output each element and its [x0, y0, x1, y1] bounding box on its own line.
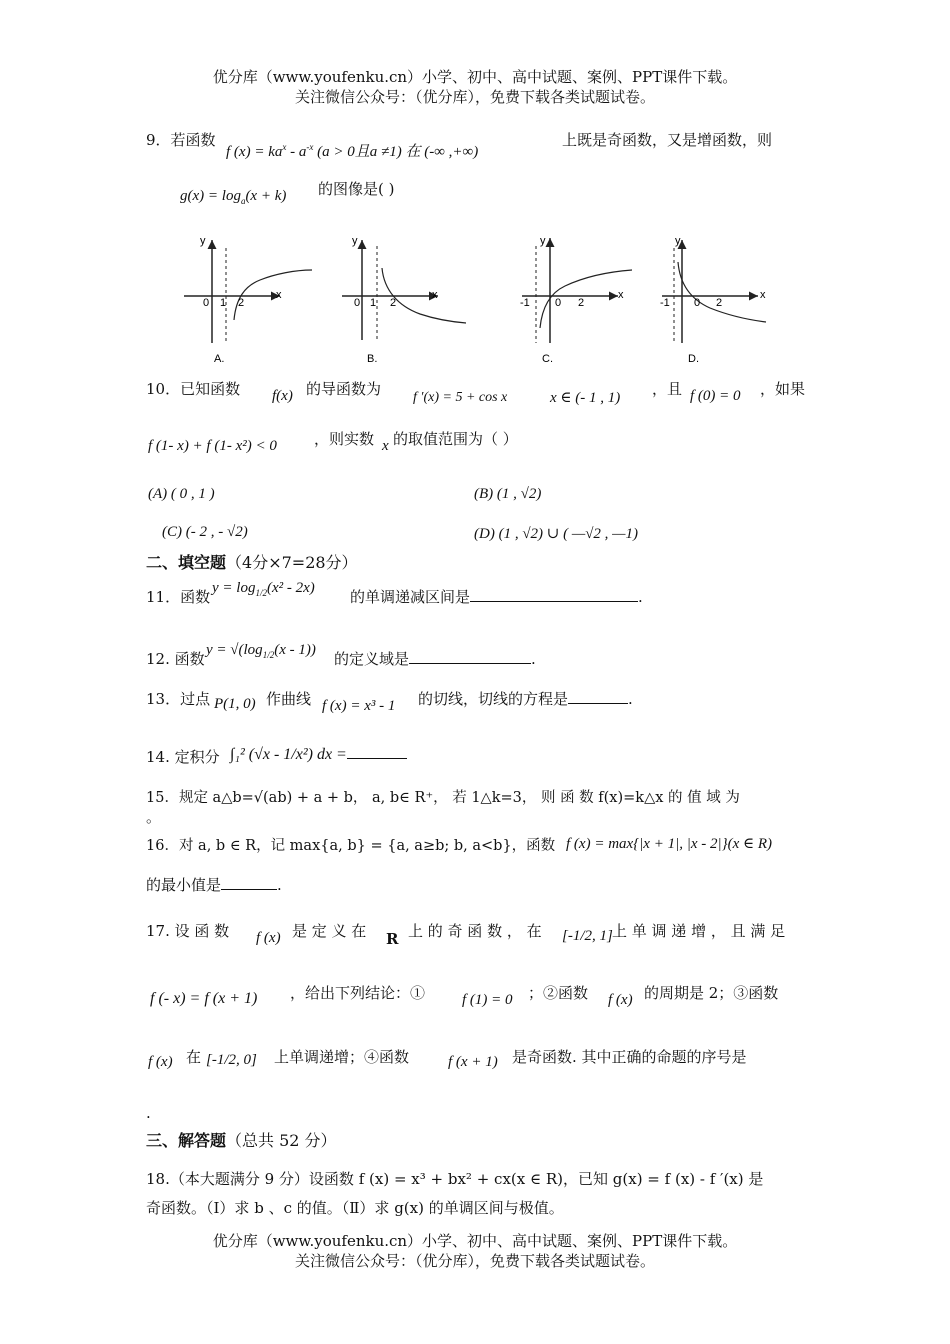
q9-prefix: 9．若函数 — [146, 131, 216, 149]
q11-suffix — [350, 586, 643, 607]
q11-expr-text: y = log — [212, 580, 256, 596]
q10-inequality: f (1- x) + f (1- x²) < 0 — [148, 438, 277, 454]
q12-answer-blank[interactable] — [409, 649, 531, 664]
q9-func: f (x) = ka — [226, 144, 283, 160]
graph-d-tick-2: 2 — [716, 297, 723, 309]
graph-c-x-label: x — [618, 289, 624, 301]
q14-answer-blank[interactable] — [347, 744, 407, 759]
q13-end: . — [628, 690, 633, 708]
graph-a — [184, 235, 312, 365]
graph-a-x-label: x — [276, 289, 282, 301]
section-2-note: （4分×7=28分） — [226, 553, 358, 572]
q9-cond: (a > 0且a ≠1) 在 (-∞ ,+∞) — [317, 144, 479, 160]
q9-function: f $(x) = ka^x - a^{-x}$ (a > 0且a ≠1) 在 (-∞ ,+∞) — [226, 142, 479, 160]
q13-point: P(1, 0) — [214, 696, 256, 712]
graph-c-y-label: y — [540, 235, 546, 247]
q15-text: 15．规定 a△b=√(ab) + a + b， a, b∈ R⁺， 若 1△k=3， 则 函 数 f(x)=k△x 的 值 域 为 — [146, 790, 740, 806]
q11-sub: 1/2 — [255, 588, 267, 598]
q17-p10: 是奇函数. 其中正确的命题的序号是 — [512, 1048, 747, 1066]
q12-expr-text: y = √(log — [206, 642, 263, 658]
q13-suffix-text: 的切线，切线的方程是 — [418, 690, 569, 708]
footer-line-2: 关注微信公众号：（优分库），免费下载各类试题试卷。 — [294, 1252, 655, 1270]
q17-fx4: f (x + 1) — [448, 1054, 498, 1070]
graph-c-label: C. — [542, 353, 553, 365]
graph-b-x-label: x — [432, 289, 438, 301]
q13-suffix — [418, 688, 633, 709]
q9-suffix: 上既是奇函数，又是增函数，则 — [562, 131, 773, 149]
q12-suffix-text: 的定义域是 — [334, 650, 410, 668]
q17-interval2: [-1/2, 0] — [206, 1052, 257, 1068]
q17-p9: 上单调递增；④函数 — [274, 1048, 410, 1066]
q17-p7: 的周期是 2；③函数 — [644, 984, 779, 1002]
section-3-heading — [146, 1128, 337, 1151]
q10-prefix: 10．已知函数 — [146, 380, 241, 398]
q17-p4: 上 单 调 递 增 ， 且 满 足 — [612, 922, 786, 940]
q10-option-a: (A) ( 0 , 1 ) — [148, 486, 215, 502]
graph-d-x-label: x — [760, 289, 766, 301]
q10-rest2: 的取值范围为（ ） — [393, 430, 518, 448]
q17-p2: 是 定 义 在 — [292, 922, 367, 940]
q12-sub: 1/2 — [262, 650, 275, 660]
q11-prefix: 11．函数 — [146, 588, 211, 606]
graph-b-tick-0: 0 — [354, 297, 361, 309]
q17-r: R — [386, 930, 399, 948]
q9-func2: - a — [290, 144, 307, 160]
q16-end: . — [277, 876, 282, 894]
q10-derivative: f ′(x) = 5 + cos x — [413, 390, 508, 405]
graph-d-tick-0: -1 — [660, 297, 670, 309]
q17-p1: 17. 设 函 数 — [146, 922, 230, 940]
q10-option-d: (D) (1 , √2) ∪ ( —√2 , —1) — [474, 526, 639, 542]
q17-p3: 上 的 奇 函 数 ， 在 — [408, 922, 542, 940]
graph-c-tick-2: 2 — [578, 297, 585, 309]
q14-integral — [230, 744, 407, 764]
graph-d-tick-1: 0 — [694, 297, 701, 309]
q16-answer-blank[interactable] — [221, 875, 277, 890]
q15-end: 。 — [146, 808, 162, 826]
q16-func: f (x) = max{|x + 1|, |x - 2|}(x ∈ R) — [566, 836, 773, 852]
q12-end: . — [531, 650, 536, 668]
q12-expr-text2: (x - 1)) — [274, 642, 316, 658]
q13-curve: f (x) = x³ - 1 — [322, 698, 396, 714]
q17-fx2: f (x) — [608, 992, 633, 1008]
q11-expr — [212, 580, 315, 598]
graph-d-y-label: y — [675, 235, 681, 247]
q10-rest: ，则实数 — [314, 430, 375, 448]
graph-c-tick-0: -1 — [520, 297, 530, 309]
q13-mid: 作曲线 — [266, 690, 312, 708]
graph-a-tick-1: 1 — [220, 297, 227, 309]
q9-g-text: g(x) = log — [180, 188, 241, 204]
graph-b-tick-2: 2 — [390, 297, 397, 309]
q17-f1: f (1) = 0 — [462, 992, 513, 1008]
q17-p5: ，给出下列结论：① — [290, 984, 426, 1002]
q10-domain: x ∈ (- 1 , 1) — [550, 390, 621, 406]
graph-c — [520, 235, 632, 365]
section-3-title: 三、解答题 — [146, 1131, 227, 1150]
graph-a-tick-0: 0 — [203, 297, 210, 309]
q9-g-text2: (x + k) — [245, 188, 287, 204]
q17-interval1: [-1/2, 1] — [562, 928, 613, 944]
q11-suffix-text: 的单调递减区间是 — [350, 588, 471, 606]
q17-p8: 在 — [186, 1048, 202, 1066]
q16-prefix: 16．对 a, b ∈ R，记 max{a, b} = {a, a≥b; b, a<b}，函数 — [146, 838, 556, 854]
q16-line2-text: 的最小值是 — [146, 876, 222, 894]
q17-end: . — [146, 1104, 151, 1122]
graph-b-tick-1: 1 — [370, 297, 377, 309]
q14-prefix: 14. 定积分 — [146, 748, 220, 766]
q17-equation: f (- x) = f (x + 1) — [150, 990, 258, 1007]
q14-expr: ∫₁² (√x - 1/x²) dx = — [230, 746, 347, 763]
graph-a-label: A. — [214, 353, 225, 365]
q10-option-b: (B) (1 , √2) — [474, 486, 542, 502]
header-line-1: 优分库（www.youfenku.cn）小学、初中、高中试题、案例、PPT课件下载。 — [212, 68, 738, 86]
q10-mid: 的导函数为 — [306, 380, 382, 398]
q10-and: ，且 — [652, 380, 683, 398]
graph-a-curve — [234, 270, 312, 320]
q17-fx3: f (x) — [148, 1054, 173, 1070]
q10-f0: f (0) = 0 — [690, 388, 741, 404]
graph-b — [342, 235, 466, 365]
q18-line1: 18.（本大题满分 9 分）设函数 f (x) = x³ + bx² + cx(x ∈ R)，已知 g(x) = f (x) - f ′(x) 是 — [146, 1170, 764, 1188]
q11-answer-blank[interactable] — [470, 587, 638, 602]
graph-b-label: B. — [367, 353, 378, 365]
graph-c-tick-1: 0 — [555, 297, 562, 309]
header-line-2: 关注微信公众号：（优分库），免费下载各类试题试卷。 — [294, 88, 655, 106]
q13-answer-blank[interactable] — [568, 689, 628, 704]
q10-if: ，如果 — [760, 380, 806, 398]
section-3-note: （总共 52 分） — [226, 1131, 337, 1150]
q10-fx: f(x) — [272, 388, 293, 404]
graph-d — [660, 235, 766, 365]
q9-graphs — [170, 228, 790, 368]
graph-d-curve — [678, 262, 766, 322]
q12-expr — [206, 642, 316, 660]
graph-a-y-label: y — [200, 235, 206, 247]
q13-prefix: 13．过点 — [146, 690, 211, 708]
q10-x: x — [382, 438, 389, 454]
q17-p6: ；②函数 — [528, 984, 589, 1002]
q18-line2: 奇函数。（Ⅰ）求 b 、c 的值。（Ⅱ）求 g(x) 的单调区间与极值。 — [146, 1199, 564, 1217]
graph-a-tick-2: 2 — [238, 297, 245, 309]
graph-d-label: D. — [688, 353, 699, 365]
q16-line2 — [146, 874, 282, 895]
q10-option-c: (C) (- 2 , - √2) — [162, 524, 248, 540]
q11-end: . — [638, 588, 643, 606]
section-2-heading — [146, 550, 358, 573]
q9-g: $g(x) = \log_a(x + k)$ — [180, 188, 287, 206]
graph-b-y-label: y — [352, 235, 358, 247]
q17-fx: f (x) — [256, 930, 281, 946]
section-2-title: 二、填空题 — [146, 553, 227, 572]
footer-line-1: 优分库（www.youfenku.cn）小学、初中、高中试题、案例、PPT课件下载。 — [212, 1232, 738, 1250]
q11-expr-text2: (x² - 2x) — [266, 580, 315, 596]
q12-suffix — [334, 648, 536, 669]
q12-prefix: 12. 函数 — [146, 650, 205, 668]
q9-g-suffix: 的图像是( ) — [318, 180, 395, 198]
